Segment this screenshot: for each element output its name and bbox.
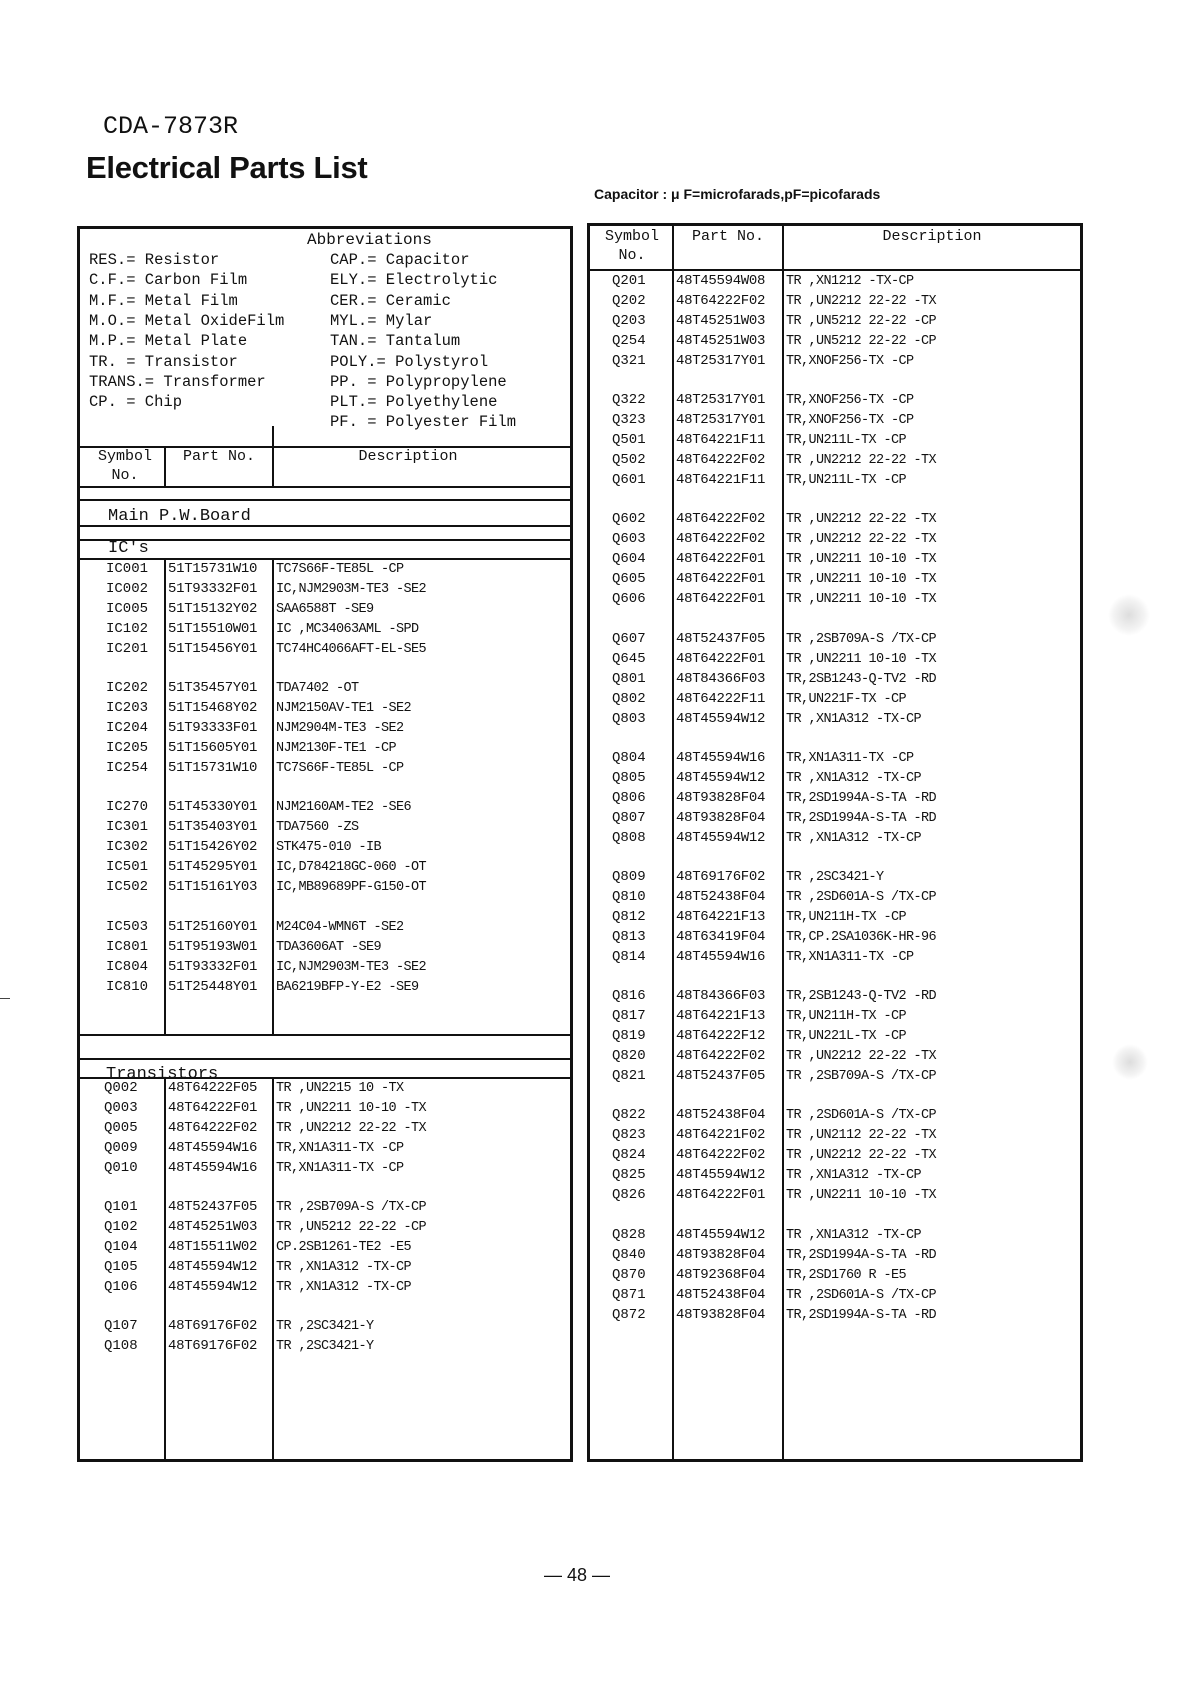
abbreviation-item: PP. = Polypropylene bbox=[330, 372, 507, 391]
row-description: TR ,UN2211 10-10 -TX bbox=[786, 572, 937, 588]
row-part-no: 51T45330Y01 bbox=[168, 799, 258, 816]
row-symbol: IC804 bbox=[106, 958, 149, 975]
row-part-no: 48T64222F01 bbox=[676, 1187, 766, 1204]
row-symbol: Q872 bbox=[612, 1306, 646, 1323]
row-part-no: 51T35457Y01 bbox=[168, 680, 258, 697]
row-description: TR ,2SC3421-Y bbox=[276, 1339, 374, 1355]
description-header: Description bbox=[882, 228, 982, 245]
column-divider bbox=[672, 226, 674, 1459]
column-divider bbox=[272, 1077, 274, 1459]
abbreviation-item: CER.= Ceramic bbox=[330, 291, 451, 310]
abbreviation-item: RES.= Resistor bbox=[89, 251, 220, 269]
row-part-no: 48T45251W03 bbox=[676, 333, 766, 349]
left-parts-table bbox=[77, 226, 573, 1462]
row-description: TR ,UN5212 22-22 -CP bbox=[276, 1220, 427, 1236]
row-description: TR ,UN2212 22-22 -TX bbox=[786, 532, 937, 548]
row-part-no: 48T69176F02 bbox=[168, 1338, 258, 1355]
row-description: TR,XN1A311-TX -CP bbox=[276, 1141, 404, 1156]
row-symbol: Q605 bbox=[612, 571, 646, 588]
row-part-no: 51T15731W10 bbox=[168, 760, 258, 777]
row-symbol: IC501 bbox=[106, 859, 149, 876]
row-description: TR ,XN1A312 -TX-CP bbox=[786, 1227, 922, 1243]
row-part-no: 48T64222F02 bbox=[676, 1147, 766, 1164]
row-symbol: Q607 bbox=[612, 630, 646, 647]
row-description: NJM2130F-TE1 -CP bbox=[276, 741, 397, 757]
divider bbox=[80, 1034, 570, 1036]
row-part-no: 48T64222F02 bbox=[676, 511, 766, 528]
row-part-no: 48T45594W16 bbox=[676, 949, 766, 965]
row-description: TR ,2SB709A-S /TX-CP bbox=[786, 1069, 937, 1085]
row-description: TR ,XN1212 -TX-CP bbox=[786, 274, 914, 289]
row-description: TR ,2SC3421-Y bbox=[276, 1319, 374, 1335]
row-description: SAA6588T -SE9 bbox=[276, 602, 374, 617]
transistors-heading: Transistors bbox=[106, 1065, 219, 1084]
row-description: TR,CP.2SA1036K-HR-96 bbox=[786, 930, 937, 945]
row-symbol: Q322 bbox=[612, 392, 646, 409]
row-part-no: 48T69176F02 bbox=[168, 1318, 258, 1335]
row-symbol: Q601 bbox=[612, 472, 646, 489]
part-no-header: Part No. bbox=[691, 228, 764, 245]
row-symbol: Q603 bbox=[612, 531, 646, 548]
row-part-no: 48T64222F01 bbox=[676, 591, 766, 608]
row-symbol: Q840 bbox=[612, 1246, 646, 1263]
row-description: TR ,XN1A312 -TX-CP bbox=[276, 1260, 412, 1276]
row-part-no: 48T25317Y01 bbox=[676, 392, 766, 409]
row-description: BA6219BFP-Y-E2 -SE9 bbox=[276, 979, 419, 995]
row-symbol: IC810 bbox=[106, 978, 149, 995]
row-part-no: 51T15161Y03 bbox=[168, 879, 258, 896]
row-part-no: 48T25317Y01 bbox=[676, 412, 766, 429]
row-description: TDA7402 -OT bbox=[276, 681, 359, 697]
row-part-no: 51T15468Y02 bbox=[168, 700, 258, 717]
row-symbol: IC201 bbox=[106, 641, 149, 657]
row-part-no: 51T25160Y01 bbox=[168, 918, 258, 935]
row-symbol: Q870 bbox=[612, 1266, 646, 1283]
row-symbol: IC001 bbox=[106, 561, 149, 577]
row-symbol: Q828 bbox=[612, 1226, 646, 1243]
row-part-no: 48T45594W12 bbox=[676, 829, 766, 846]
row-description: TR ,UN2212 22-22 -TX bbox=[786, 453, 937, 469]
row-symbol: Q254 bbox=[612, 333, 646, 349]
row-part-no: 48T45594W12 bbox=[676, 1167, 766, 1184]
divider bbox=[80, 539, 570, 541]
row-symbol: Q805 bbox=[612, 769, 646, 786]
abbreviation-item: POLY.= Polystyrol bbox=[330, 352, 489, 371]
row-part-no: 48T45594W12 bbox=[676, 1226, 766, 1243]
row-part-no: 48T64222F01 bbox=[676, 571, 766, 588]
row-symbol: Q801 bbox=[612, 670, 646, 687]
capacitor-note: Capacitor : μ F=microfarads,pF=picofarads bbox=[594, 186, 881, 202]
row-part-no: 51T35403Y01 bbox=[168, 819, 258, 836]
row-symbol: Q101 bbox=[104, 1199, 138, 1216]
row-part-no: 48T63419F04 bbox=[676, 929, 766, 945]
row-symbol: Q812 bbox=[612, 909, 646, 925]
row-part-no: 48T92368F04 bbox=[676, 1266, 766, 1283]
abbreviation-item: TRANS.= Transformer bbox=[89, 372, 266, 391]
row-description: TR,UN221L-TX -CP bbox=[786, 1029, 907, 1045]
row-symbol: IC502 bbox=[106, 879, 149, 896]
abbreviation-item: C.F.= Carbon Film bbox=[89, 271, 248, 290]
row-part-no: 51T93333F01 bbox=[168, 720, 258, 737]
row-part-no: 48T52437F05 bbox=[168, 1199, 258, 1216]
row-description: TR ,UN2212 22-22 -TX bbox=[786, 512, 937, 528]
row-symbol: Q823 bbox=[612, 1127, 646, 1144]
row-part-no: 48T64222F02 bbox=[676, 293, 766, 309]
row-description: TR,XNOF256-TX -CP bbox=[786, 413, 914, 429]
row-description: TR ,XN1A312 -TX-CP bbox=[786, 770, 922, 786]
row-symbol: Q501 bbox=[612, 432, 646, 449]
row-description: IC,NJM2903M-TE3 -SE2 bbox=[276, 959, 427, 975]
row-symbol: Q822 bbox=[612, 1107, 646, 1124]
row-description: TR ,UN2112 22-22 -TX bbox=[786, 1128, 937, 1144]
row-symbol: IC270 bbox=[106, 799, 149, 816]
row-description: TR ,XN1A312 -TX-CP bbox=[786, 830, 922, 846]
row-description: TR,XN1A311-TX -CP bbox=[786, 950, 914, 965]
symbol-header: Symbol bbox=[604, 228, 659, 245]
row-description: CP.2SB1261-TE2 -E5 bbox=[276, 1240, 412, 1256]
divider bbox=[80, 525, 570, 527]
row-part-no: 51T95193W01 bbox=[168, 938, 258, 955]
scan-smudge bbox=[1112, 1044, 1148, 1080]
abbreviation-item: CAP.= Capacitor bbox=[330, 251, 470, 269]
row-part-no: 51T25448Y01 bbox=[168, 978, 258, 995]
row-description: TR ,UN2211 10-10 -TX bbox=[786, 1188, 937, 1204]
row-symbol: Q009 bbox=[104, 1140, 138, 1156]
column-divider bbox=[164, 558, 166, 1034]
row-description: TR ,2SB709A-S /TX-CP bbox=[276, 1200, 427, 1216]
row-part-no: 48T64222F02 bbox=[676, 531, 766, 548]
row-symbol: IC801 bbox=[106, 938, 149, 955]
abbreviation-item: TR. = Transistor bbox=[89, 352, 238, 371]
row-symbol: IC202 bbox=[106, 680, 149, 697]
row-description: TR ,UN2211 10-10 -TX bbox=[786, 552, 937, 568]
row-part-no: 48T45594W12 bbox=[168, 1279, 258, 1296]
row-description: TR,2SD1994A-S-TA -RD bbox=[786, 1247, 937, 1263]
row-part-no: 51T15605Y01 bbox=[168, 740, 258, 757]
row-part-no: 51T15132Y02 bbox=[168, 601, 258, 617]
row-symbol: Q003 bbox=[104, 1100, 138, 1116]
row-symbol: Q825 bbox=[612, 1167, 646, 1184]
row-description: TR ,UN2212 22-22 -TX bbox=[786, 1148, 937, 1164]
row-symbol: Q323 bbox=[612, 412, 646, 429]
row-part-no: 48T64221F13 bbox=[676, 1008, 766, 1025]
row-description: TR ,2SD601A-S /TX-CP bbox=[786, 890, 937, 905]
row-symbol: Q602 bbox=[612, 511, 646, 528]
row-symbol: Q824 bbox=[612, 1147, 646, 1164]
row-symbol: Q108 bbox=[104, 1338, 138, 1355]
row-description: TR ,UN2215 10 -TX bbox=[276, 1081, 404, 1096]
abbreviation-item: M.F.= Metal Film bbox=[89, 291, 238, 310]
row-description: TR ,UN5212 22-22 -CP bbox=[786, 314, 937, 329]
row-symbol: Q604 bbox=[612, 551, 646, 568]
row-part-no: 51T45295Y01 bbox=[168, 859, 258, 876]
row-description: TR ,UN5212 22-22 -CP bbox=[786, 334, 937, 349]
row-description: TR ,UN2212 22-22 -TX bbox=[786, 1049, 937, 1065]
row-description: TR,UN211L-TX -CP bbox=[786, 473, 907, 489]
row-part-no: 48T64221F02 bbox=[676, 1127, 766, 1144]
row-description: TR,XNOF256-TX -CP bbox=[786, 393, 914, 409]
row-part-no: 48T64222F02 bbox=[676, 1048, 766, 1065]
row-symbol: Q502 bbox=[612, 452, 646, 469]
row-part-no: 48T45594W12 bbox=[676, 710, 766, 727]
abbreviation-item: M.P.= Metal Plate bbox=[89, 332, 248, 351]
right-parts-table bbox=[587, 223, 1083, 1462]
divider bbox=[80, 499, 570, 501]
row-symbol: Q813 bbox=[612, 929, 646, 945]
row-symbol: IC005 bbox=[106, 601, 149, 617]
row-part-no: 48T15511W02 bbox=[168, 1239, 258, 1256]
symbol-header: Symbol bbox=[97, 448, 152, 465]
row-symbol: Q821 bbox=[612, 1068, 646, 1085]
row-symbol: Q803 bbox=[612, 710, 646, 727]
row-symbol: IC205 bbox=[106, 740, 149, 757]
row-symbol: Q806 bbox=[612, 789, 646, 806]
row-symbol: IC254 bbox=[106, 760, 149, 777]
row-part-no: 48T52438F04 bbox=[676, 889, 766, 905]
row-symbol: Q820 bbox=[612, 1048, 646, 1065]
row-description: IC,D784218GC-060 -OT bbox=[276, 860, 427, 876]
row-description: TC7S66F-TE85L -CP bbox=[276, 562, 404, 577]
margin-mark bbox=[0, 998, 10, 999]
row-part-no: 48T84366F03 bbox=[676, 670, 766, 687]
row-symbol: Q005 bbox=[104, 1120, 138, 1136]
row-part-no: 48T64222F01 bbox=[676, 551, 766, 568]
row-symbol: Q107 bbox=[104, 1318, 138, 1335]
ics-heading: IC's bbox=[108, 539, 149, 558]
row-symbol: Q809 bbox=[612, 869, 646, 885]
row-part-no: 48T52437F05 bbox=[676, 630, 766, 647]
row-description: TR,XNOF256-TX -CP bbox=[786, 354, 914, 369]
divider bbox=[80, 486, 570, 488]
row-symbol: Q826 bbox=[612, 1187, 646, 1204]
symbol-no-header: No. bbox=[618, 247, 646, 264]
row-part-no: 48T64221F13 bbox=[676, 909, 766, 925]
row-description: TR ,UN2211 10-10 -TX bbox=[276, 1101, 427, 1116]
row-description: TR ,UN2212 22-22 -TX bbox=[276, 1121, 427, 1136]
row-symbol: Q102 bbox=[104, 1219, 138, 1236]
row-part-no: 48T45594W12 bbox=[168, 1259, 258, 1276]
row-description: TR ,XN1A312 -TX-CP bbox=[786, 711, 922, 727]
row-symbol: Q808 bbox=[612, 829, 646, 846]
abbreviation-item: PLT.= Polyethylene bbox=[330, 393, 498, 412]
row-part-no: 51T15456Y01 bbox=[168, 641, 258, 657]
row-description: IC ,MC34063AML -SPD bbox=[276, 622, 419, 637]
row-description: TC74HC4066AFT-EL-SE5 bbox=[276, 642, 427, 657]
row-part-no: 48T93828F04 bbox=[676, 809, 766, 826]
row-symbol: IC301 bbox=[106, 819, 149, 836]
row-description: TR ,2SD601A-S /TX-CP bbox=[786, 1108, 937, 1124]
row-description: TR ,2SC3421-Y bbox=[786, 870, 884, 885]
row-symbol: Q606 bbox=[612, 591, 646, 608]
row-part-no: 48T45594W16 bbox=[168, 1160, 258, 1176]
row-part-no: 48T52437F05 bbox=[676, 1068, 766, 1085]
row-description: IC,MB89689PF-G150-OT bbox=[276, 880, 427, 896]
row-description: TR,UN211L-TX -CP bbox=[786, 433, 907, 449]
row-description: NJM2160AM-TE2 -SE6 bbox=[276, 800, 412, 816]
row-part-no: 48T64222F01 bbox=[168, 1100, 258, 1116]
row-part-no: 51T93332F01 bbox=[168, 581, 258, 597]
row-description: TR,UN211H-TX -CP bbox=[786, 910, 907, 925]
row-symbol: Q807 bbox=[612, 809, 646, 826]
row-description: TR,2SB1243-Q-TV2 -RD bbox=[786, 989, 937, 1005]
page-number: — 48 — bbox=[544, 1565, 611, 1585]
row-description: TDA7560 -ZS bbox=[276, 820, 359, 836]
row-description: TDA3606AT -SE9 bbox=[276, 939, 382, 955]
row-description: TR ,2SB709A-S /TX-CP bbox=[786, 631, 937, 647]
row-symbol: Q819 bbox=[612, 1028, 646, 1045]
part-no-header: Part No. bbox=[182, 448, 255, 465]
row-description: NJM2904M-TE3 -SE2 bbox=[276, 721, 404, 737]
row-description: TR ,XN1A312 -TX-CP bbox=[276, 1280, 412, 1296]
description-header: Description bbox=[358, 448, 458, 465]
row-part-no: 48T25317Y01 bbox=[676, 353, 766, 369]
row-description: TR,UN221F-TX -CP bbox=[786, 691, 907, 707]
row-part-no: 48T45594W08 bbox=[676, 273, 766, 289]
row-part-no: 48T64222F05 bbox=[168, 1080, 258, 1096]
row-description: M24C04-WMN6T -SE2 bbox=[276, 919, 404, 935]
column-divider bbox=[782, 226, 784, 1459]
row-part-no: 48T45251W03 bbox=[168, 1219, 258, 1236]
row-part-no: 48T64221F11 bbox=[676, 432, 766, 449]
scan-smudge bbox=[1108, 594, 1150, 636]
row-symbol: IC204 bbox=[106, 720, 149, 737]
row-part-no: 48T93828F04 bbox=[676, 1306, 766, 1323]
row-symbol: Q817 bbox=[612, 1008, 646, 1025]
row-part-no: 48T64221F11 bbox=[676, 472, 766, 489]
row-part-no: 48T45594W16 bbox=[676, 749, 766, 766]
row-part-no: 48T45251W03 bbox=[676, 313, 766, 329]
row-description: TR,2SB1243-Q-TV2 -RD bbox=[786, 671, 937, 687]
row-part-no: 51T93332F01 bbox=[168, 958, 258, 975]
row-description: TR,2SD1760 R -E5 bbox=[786, 1267, 907, 1283]
row-symbol: IC302 bbox=[106, 839, 149, 856]
row-part-no: 48T45594W12 bbox=[676, 769, 766, 786]
row-part-no: 48T52438F04 bbox=[676, 1107, 766, 1124]
row-symbol: Q201 bbox=[612, 273, 646, 289]
row-symbol: Q321 bbox=[612, 353, 646, 369]
row-symbol: Q104 bbox=[104, 1239, 138, 1256]
row-part-no: 48T64222F01 bbox=[676, 650, 766, 667]
row-description: TC7S66F-TE85L -CP bbox=[276, 761, 404, 777]
row-part-no: 48T69176F02 bbox=[676, 869, 766, 885]
abbreviation-item: M.O.= Metal OxideFilm bbox=[89, 311, 285, 330]
row-description: TR ,UN2211 10-10 -TX bbox=[786, 592, 937, 608]
row-symbol: IC102 bbox=[106, 621, 149, 637]
symbol-no-header: No. bbox=[111, 467, 139, 484]
row-symbol: Q645 bbox=[612, 650, 646, 667]
row-symbol: Q002 bbox=[104, 1080, 138, 1096]
row-description: TR,XN1A311-TX -CP bbox=[276, 1161, 404, 1176]
row-symbol: Q202 bbox=[612, 293, 646, 309]
row-symbol: IC002 bbox=[106, 581, 149, 597]
divider bbox=[80, 1058, 570, 1060]
row-description: TR ,XN1A312 -TX-CP bbox=[786, 1168, 922, 1184]
row-symbol: Q814 bbox=[612, 949, 646, 965]
row-part-no: 48T64222F02 bbox=[168, 1120, 258, 1136]
row-symbol: IC503 bbox=[106, 918, 149, 935]
row-symbol: Q106 bbox=[104, 1279, 138, 1296]
row-symbol: Q203 bbox=[612, 313, 646, 329]
row-part-no: 48T93828F04 bbox=[676, 1246, 766, 1263]
row-symbol: Q816 bbox=[612, 988, 646, 1005]
abbreviation-item: TAN.= Tantalum bbox=[330, 332, 461, 351]
row-symbol: Q802 bbox=[612, 690, 646, 707]
abbreviation-item: MYL.= Mylar bbox=[330, 311, 433, 330]
row-description: TR,2SD1994A-S-TA -RD bbox=[786, 810, 937, 826]
model-number: CDA-7873R bbox=[103, 112, 239, 141]
row-part-no: 48T45594W16 bbox=[168, 1140, 258, 1156]
row-symbol: Q010 bbox=[104, 1160, 138, 1176]
row-description: TR ,2SD601A-S /TX-CP bbox=[786, 1287, 937, 1303]
row-symbol: Q804 bbox=[612, 749, 646, 766]
row-symbol: Q105 bbox=[104, 1259, 138, 1276]
row-description: TR ,UN2211 10-10 -TX bbox=[786, 651, 937, 667]
row-description: TR ,UN2212 22-22 -TX bbox=[786, 294, 937, 309]
row-part-no: 48T64222F12 bbox=[676, 1028, 766, 1045]
row-part-no: 48T84366F03 bbox=[676, 988, 766, 1005]
row-part-no: 51T15426Y02 bbox=[168, 839, 258, 856]
column-divider bbox=[272, 558, 274, 1034]
page-title: Electrical Parts List bbox=[86, 150, 368, 185]
row-description: TR,UN211H-TX -CP bbox=[786, 1009, 907, 1025]
row-part-no: 51T15510W01 bbox=[168, 621, 258, 637]
row-description: TR,2SD1994A-S-TA -RD bbox=[786, 1307, 937, 1323]
abbreviation-item: ELY.= Electrolytic bbox=[330, 271, 498, 290]
row-part-no: 48T64222F02 bbox=[676, 452, 766, 469]
row-symbol: Q871 bbox=[612, 1286, 646, 1303]
row-part-no: 48T64222F11 bbox=[676, 690, 766, 707]
abbreviation-item: PF. = Polyester Film bbox=[330, 413, 517, 432]
row-description: TR,XN1A311-TX -CP bbox=[786, 750, 914, 766]
row-symbol: Q810 bbox=[612, 889, 646, 905]
row-description: STK475-010 -IB bbox=[276, 840, 382, 856]
row-description: NJM2150AV-TE1 -SE2 bbox=[276, 701, 412, 717]
row-part-no: 48T93828F04 bbox=[676, 789, 766, 806]
row-symbol: IC203 bbox=[106, 700, 149, 717]
board-heading: Main P.W.Board bbox=[108, 507, 251, 526]
row-part-no: 48T52438F04 bbox=[676, 1286, 766, 1303]
abbreviation-item: CP. = Chip bbox=[89, 393, 183, 412]
row-description: IC,NJM2903M-TE3 -SE2 bbox=[276, 582, 427, 597]
row-description: TR,2SD1994A-S-TA -RD bbox=[786, 790, 937, 806]
row-part-no: 51T15731W10 bbox=[168, 561, 258, 577]
abbreviations-heading: Abbreviations bbox=[307, 231, 432, 249]
column-divider bbox=[164, 1077, 166, 1459]
